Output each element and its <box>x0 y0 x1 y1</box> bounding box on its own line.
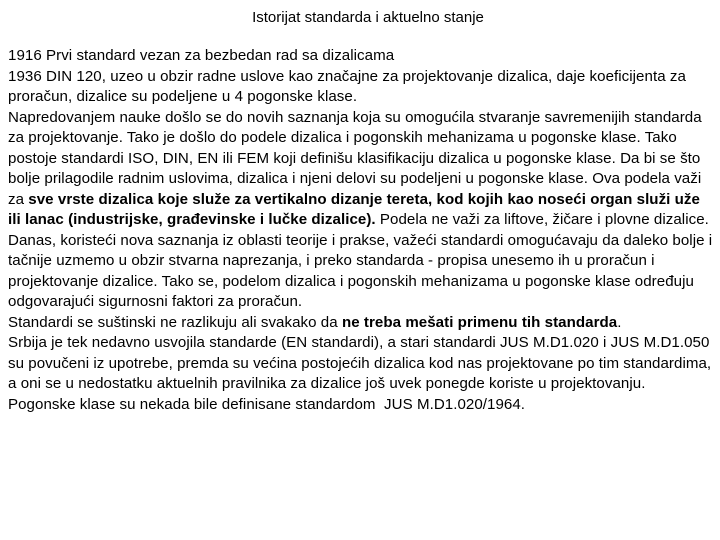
paragraph-napredovanjem <box>8 108 716 313</box>
paragraph-napredovanjem-text-start: Napredovanjem nauke došlo se do novih saznanja koja su omogućila stvaranje savremenijih standarda za projektovanje. Tako je došlo do podele dizalica i pogonskih mehanizama u pogonske klase. Tako postoje standardi ISO, DIN, EN ili FEM koji definišu klasifikaciju dizalica u pogonske klase. Da bi se što bolje prilagodile radnim uslovima, dizalica i njeni delovi su podeljeni u pogonske klase. Ova podela važi za <box>8 108 702 208</box>
paragraph-standardi-bold: ne treba mešati primenu tih standarda <box>341 313 618 331</box>
paragraph-napredovanjem-text-end: Podela ne važi za liftove, žičare i plovne dizalice. Danas, koristeći nova saznanja iz oblasti teorije i prakse, važeći standardi omogućavaju da daleko bolje i tačnije uzmemo u obzir stvarna naprezanja, i preko standarda - propisa unesemo ih u proračun i projektovanje dizalice. Tako se, podelom dizalica i pogonskih mehanizama u pogonske klase određuju odgovarajući sigurnosni faktori za proračun. <box>8 211 713 310</box>
paragraph-standardi-text-end: . <box>617 313 622 331</box>
paragraph-srbija: Srbija je tek nedavno usvojila standarde (EN standardi), a stari standardi JUS M.D1.020 i JUS M.D1.050 su povučeni iz upotrebe, premda su većina postojećih dizalica kod nas projektovane po tim standardima, a oni se u nedostatku aktuelnih pravilnika za dizalice još uvek ponegde koriste u projektovanju. <box>8 334 712 392</box>
paragraph-1916: 1916 Prvi standard vezan za bezbedan rad sa dizalicama <box>8 47 395 64</box>
document-title: Istorijat standarda i aktuelno stanje <box>252 9 484 26</box>
paragraph-standardi-text-start: Standardi se suštinski ne razlikuju ali svakako da <box>8 313 342 331</box>
paragraph-pogonske-klase: Pogonske klase su nekada bile definisane standardom JUS M.D1.020/1964. <box>8 395 526 413</box>
document-page <box>8 8 716 415</box>
paragraph-napredovanjem-bold: sve vrste dizalica koje služe za vertikalno dizanje tereta, kod kojih kao noseći organ služi uže ili lanac (industrijske, građevinske i lučke dizalice). <box>8 190 700 228</box>
paragraph-standardi <box>8 313 716 334</box>
paragraph-1936: 1936 DIN 120, uzeo u obzir radne uslove kao značajne za projektovanje dizalica, daje koeficijenta za proračun, dizalice su podeljene u 4 pogonske klase. <box>8 67 686 105</box>
document-body <box>8 46 716 415</box>
